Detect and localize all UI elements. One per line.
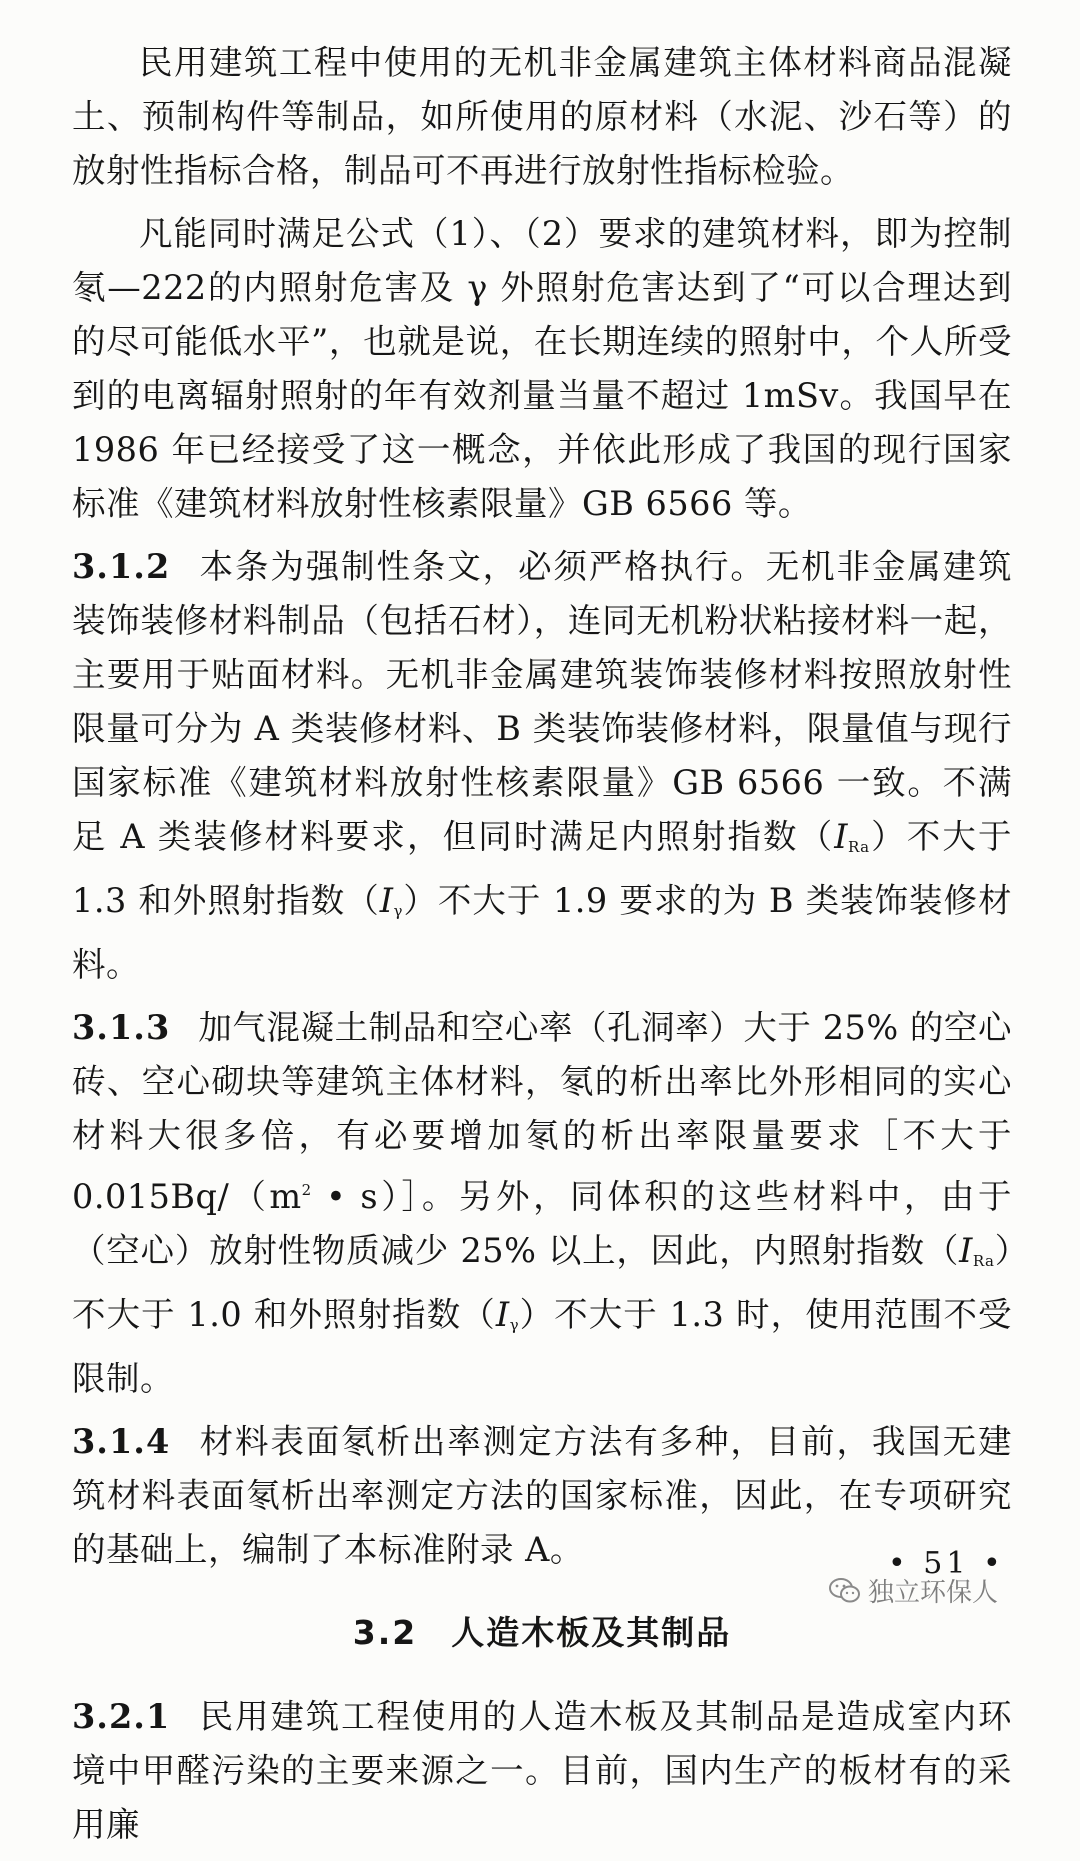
symbol-i: I bbox=[834, 817, 848, 856]
subscript-gamma: γ bbox=[509, 1316, 520, 1334]
paragraph-raw-materials: 民用建筑工程中使用的无机非金属建筑主体材料商品混凝土、预制构件等制品，如所使用的原材料（水泥、沙石等）的放射性指标合格，制品可不再进行放射性指标检验。 bbox=[72, 43, 1012, 190]
clause-3-1-4 bbox=[72, 1415, 1012, 1577]
clause-number: 3.1.3 bbox=[72, 1008, 171, 1047]
clause-3-1-3 bbox=[72, 1001, 1012, 1406]
subscript-gamma: γ bbox=[393, 902, 403, 920]
clause-text: • s）］。另外，同体积的这些材料中，由于（空心）放射性物质减少 25% 以上，因此，内照射指数（ bbox=[72, 1177, 1012, 1270]
watermark-text: 独立环保人 bbox=[868, 1578, 999, 1608]
clause-text: ）不大于 1.9 要求的为 B 类装饰装修材料。 bbox=[72, 881, 1012, 984]
paragraph-radon-standard: 凡能同时满足公式（1）、（2）要求的建筑材料，即为控制氡—222的内照射危害及 γ 外照射危害达到了“可以合理达到的尽可能低水平”，也就是说，在长期连续的照射中，个人所受到的电离辐射照射的年有效剂量当量不超过 1mSv。我国早在 1986 年已经接受了这一概念，并依此形成了我国的现行国家标准《建筑材料放射性核素限量》GB 6566 等。 bbox=[72, 214, 1012, 523]
clause-text: 加气混凝土制品和空心率（孔洞率）大于 25% 的空心砖、空心砌块等建筑主体材料，氡的析出率比外形相同的实心材料大很多倍，有必要增加氡的析出率限量要求［不大于 0.015Bq/（m bbox=[72, 1008, 1012, 1216]
clause-text: 本条为强制性条文，必须严格执行。无机非金属建筑装饰装修材料制品（包括石材），连同无机粉状粘接材料一起，主要用于贴面材料。无机非金属建筑装饰装修材料按照放射性限量可分为 A 类装修材料、B 类装饰装修材料，限量值与现行国家标准《建筑材料放射性核素限量》GB 6566 一致。不满足 A 类装修材料要求，但同时满足内照射指数（ bbox=[72, 547, 1012, 856]
subscript-ra: Ra bbox=[972, 1252, 995, 1270]
section-title: 人造木板及其制品 bbox=[451, 1613, 732, 1652]
clause-text: 民用建筑工程使用的人造木板及其制品是造成室内环境中甲醛污染的主要来源之一。目前，国内生产的板材有的采用廉 bbox=[72, 1697, 1012, 1844]
clause-text: ）不大于 1.3 和外照射指数（ bbox=[72, 817, 1012, 920]
clause-3-1-2 bbox=[72, 540, 1012, 992]
clause-text: ）不大于 1.0 和外照射指数（ bbox=[72, 1231, 1012, 1334]
watermark bbox=[828, 1572, 998, 1609]
clause-number: 3.1.4 bbox=[72, 1422, 171, 1461]
clause-number: 3.1.2 bbox=[72, 547, 171, 586]
clause-text: ）不大于 1.3 时，使用范围不受限制。 bbox=[72, 1295, 1013, 1398]
section-number: 3.2 bbox=[352, 1613, 418, 1652]
section-heading bbox=[72, 1607, 1012, 1654]
wechat-icon bbox=[828, 1576, 862, 1606]
symbol-i: I bbox=[379, 881, 394, 920]
page-number: • 51 • bbox=[888, 1546, 1005, 1581]
symbol-i: I bbox=[495, 1295, 510, 1334]
subscript-ra: Ra bbox=[847, 838, 870, 856]
superscript-2: 2 bbox=[301, 1181, 312, 1199]
symbol-i: I bbox=[959, 1231, 973, 1270]
clause-text: 材料表面氡析出率测定方法有多种，目前，我国无建筑材料表面氡析出率测定方法的国家标准，因此，在专项研究的基础上，编制了本标准附录 A。 bbox=[72, 1422, 1012, 1569]
clause-number: 3.2.1 bbox=[72, 1697, 171, 1736]
clause-3-2-1 bbox=[72, 1690, 1012, 1852]
